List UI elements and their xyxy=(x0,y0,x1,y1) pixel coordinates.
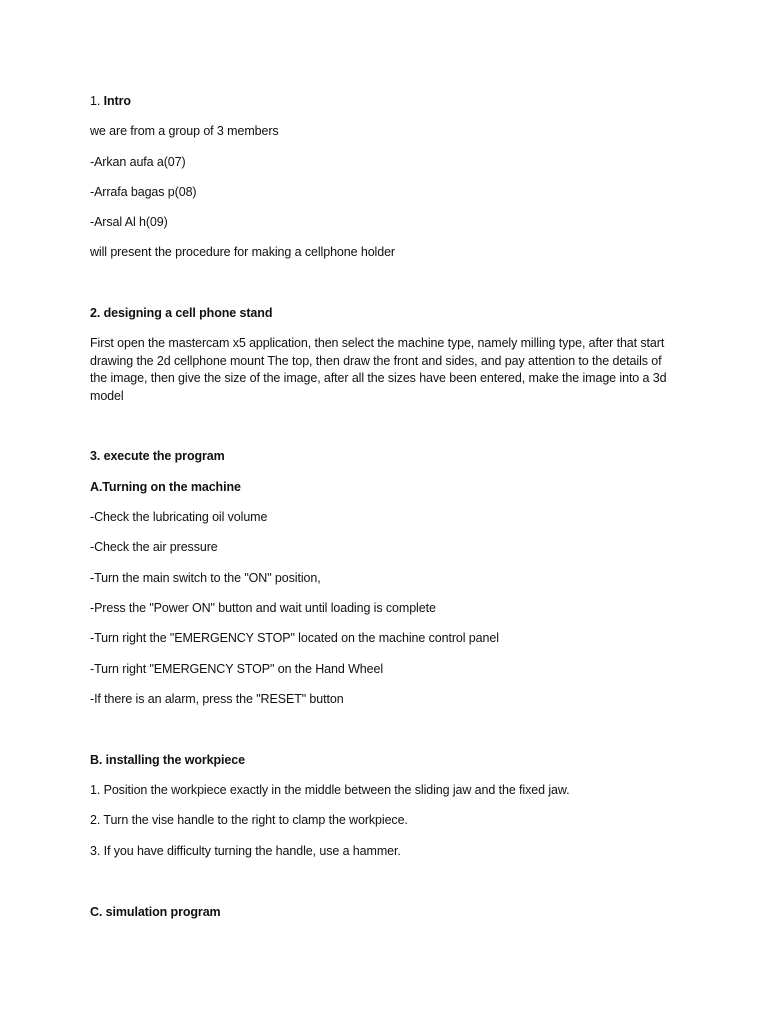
section-1-title: Intro xyxy=(103,94,131,108)
step-line: 3. If you have difficulty turning the handle, use a hammer. xyxy=(90,844,401,858)
step-line: -If there is an alarm, press the "RESET" button xyxy=(90,692,344,706)
subsection-b-heading: B. installing the workpiece xyxy=(90,753,245,767)
section-2-heading: 2. designing a cell phone stand xyxy=(90,306,273,320)
step-line: -Turn right "EMERGENCY STOP" on the Hand Wheel xyxy=(90,662,384,676)
member-line: -Arkan aufa a(07) xyxy=(90,155,186,169)
subsection-c-heading: C. simulation program xyxy=(90,905,221,919)
section-2-paragraph: First open the mastercam x5 application, then select the machine type, namely milling type, after that start drawing the 2d cellphone mount The top, then draw the front and sides, and pay attention to the details of the image, then give the size of the image, after all the sizes have been entered, make the image into a 3d model xyxy=(90,336,667,403)
section-1-number: 1. xyxy=(90,94,104,108)
section-1-heading xyxy=(90,93,131,110)
step-line: 1. Position the workpiece exactly in the middle between the sliding jaw and the fixed jaw. xyxy=(90,783,570,797)
intro-line: we are from a group of 3 members xyxy=(90,124,279,138)
step-line: 2. Turn the vise handle to the right to clamp the workpiece. xyxy=(90,813,408,827)
step-line: -Press the "Power ON" button and wait until loading is complete xyxy=(90,601,436,615)
subsection-a-heading: A.Turning on the machine xyxy=(90,480,241,494)
step-line: -Check the air pressure xyxy=(90,540,218,554)
step-line: -Turn right the "EMERGENCY STOP" located on the machine control panel xyxy=(90,631,499,645)
intro-line: will present the procedure for making a cellphone holder xyxy=(90,245,395,259)
section-3-heading: 3. execute the program xyxy=(90,449,225,463)
step-line: -Turn the main switch to the "ON" position, xyxy=(90,571,321,585)
step-line: -Check the lubricating oil volume xyxy=(90,510,268,524)
member-line: -Arrafa bagas p(08) xyxy=(90,185,197,199)
member-line: -Arsal Al h(09) xyxy=(90,215,168,229)
